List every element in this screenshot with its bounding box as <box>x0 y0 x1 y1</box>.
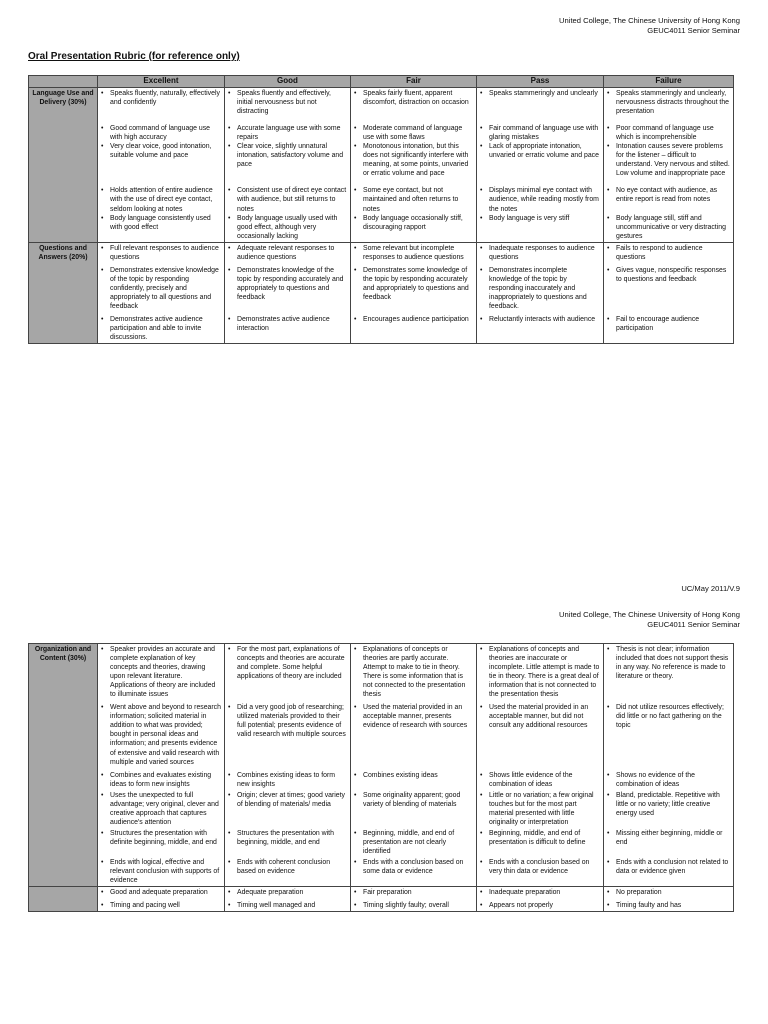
descriptor-item: • Some eye contact, but not maintained and often returns to notes <box>354 186 473 213</box>
descriptor-cell <box>98 644 225 887</box>
descriptor-cell <box>477 644 604 887</box>
descriptor-item: • Demonstrates knowledge of the topic by responding accurately and appropriately to questions and feedback <box>228 266 347 302</box>
descriptor-item: • Missing either beginning, middle or end <box>607 829 730 847</box>
descriptor-item: • Clear voice, slightly unnatural intonation, satisfactory volume and pace <box>228 142 347 169</box>
descriptor-item: • Adequate relevant responses to audience questions <box>228 244 347 262</box>
column-header: Failure <box>604 76 734 88</box>
descriptor-item: • Demonstrates some knowledge of the topic by responding accurately and appropriately to questions and feedback <box>354 266 473 302</box>
descriptor-item: • Speaks fluently, naturally, effectively and confidently <box>101 89 221 107</box>
descriptor-item: • Displays minimal eye contact with audience, while reading mostly from the notes <box>480 186 600 213</box>
descriptor-list <box>101 645 221 885</box>
page-header <box>559 16 740 36</box>
descriptor-cell <box>604 242 734 343</box>
descriptor-list <box>228 645 347 876</box>
descriptor-list <box>354 645 473 876</box>
descriptor-item: • Good command of language use with high accuracy <box>101 124 221 142</box>
descriptor-item: • Body language occasionally stiff, discouraging rapport <box>354 214 473 232</box>
descriptor-item: • Demonstrates extensive knowledge of the topic by responding confidently, precisely and appropriately to all questions and feedback <box>101 266 221 311</box>
rubric-row <box>29 88 734 243</box>
descriptor-item: • Ends with a conclusion based on very thin data or evidence <box>480 858 600 876</box>
version-footer: UC/May 2011/V.9 <box>681 584 740 593</box>
descriptor-item: • Explanations of concepts or theories are partly accurate. Attempt to make to tie in theory. There is some information that is not connected to the presentation thesis <box>354 645 473 699</box>
descriptor-item: • Ends with coherent conclusion based on evidence <box>228 858 347 876</box>
descriptor-item: • Combines and evaluates existing ideas to form new insights <box>101 771 221 789</box>
column-header: Fair <box>351 76 477 88</box>
descriptor-cell <box>98 88 225 243</box>
header-institution: United College, The Chinese University of Hong Kong <box>559 16 740 25</box>
descriptor-item: • Speaks fairly fluent, apparent discomfort, distraction on occasion <box>354 89 473 107</box>
descriptor-cell <box>477 887 604 912</box>
descriptor-item: • Speaks fluently and effectively, initial nervousness but not distracting <box>228 89 347 116</box>
descriptor-item: • Used the material provided in an acceptable manner, but did not consult any additional resources <box>480 703 600 730</box>
descriptor-item: • Moderate command of language use with some flaws <box>354 124 473 142</box>
descriptor-item: • Holds attention of entire audience with the use of direct eye contact, seldom looking at notes <box>101 186 221 213</box>
descriptor-item: • Fair preparation <box>354 888 473 897</box>
criterion-cell <box>29 887 98 912</box>
descriptor-item: • Structures the presentation with definite beginning, middle, and end <box>101 829 221 847</box>
descriptor-item: • Demonstrates active audience participation and able to invite discussions. <box>101 315 221 342</box>
descriptor-list <box>607 645 730 876</box>
descriptor-item: • For the most part, explanations of concepts and theories are accurate and complete. Some helpful applications of theory are included <box>228 645 347 681</box>
descriptor-list <box>480 645 600 876</box>
column-header: Excellent <box>98 76 225 88</box>
descriptor-cell <box>351 242 477 343</box>
descriptor-item: • Fair command of language use with glaring mistakes <box>480 124 600 142</box>
descriptor-item: • Origin; clever at times; good variety of blending of materials/ media <box>228 791 347 809</box>
descriptor-list <box>354 888 473 910</box>
descriptor-list <box>607 888 730 910</box>
criterion-cell: Questions and Answers (20%) <box>29 242 98 343</box>
descriptor-cell <box>225 644 351 887</box>
descriptor-list <box>228 89 347 241</box>
descriptor-item: • Combines existing ideas to form new insights <box>228 771 347 789</box>
descriptor-item: • No eye contact with audience, as entire report is read from notes <box>607 186 730 204</box>
descriptor-item: • Ends with a conclusion based on some data or evidence <box>354 858 473 876</box>
descriptor-item: • Appears not properly <box>480 901 600 910</box>
descriptor-item: • Did not utilize resources effectively; did little or no fact gathering on the topic <box>607 703 730 730</box>
descriptor-cell <box>477 242 604 343</box>
descriptor-item: • Fail to encourage audience participation <box>607 315 730 333</box>
descriptor-item: • Structures the presentation with beginning, middle, and end <box>228 829 347 847</box>
descriptor-cell <box>98 887 225 912</box>
descriptor-item: • Beginning, middle, and end of presentation are not clearly identified <box>354 829 473 856</box>
descriptor-item: • Demonstrates active audience interaction <box>228 315 347 333</box>
descriptor-item: • Little or no variation; a few original touches but for the most part material presented with little originality or interpretation <box>480 791 600 827</box>
descriptor-item: • Speaks stammeringly and unclearly, nervousness distracts throughout the presentation <box>607 89 730 116</box>
descriptor-cell <box>351 88 477 243</box>
descriptor-cell <box>225 242 351 343</box>
descriptor-list <box>228 244 347 333</box>
descriptor-cell <box>351 887 477 912</box>
column-header: Good <box>225 76 351 88</box>
header-institution: United College, The Chinese University of Hong Kong <box>559 610 740 619</box>
descriptor-list <box>480 244 600 324</box>
descriptor-list <box>354 89 473 232</box>
descriptor-item: • Body language is very stiff <box>480 214 600 223</box>
descriptor-item: • Beginning, middle, and end of presentation is difficult to define <box>480 829 600 847</box>
descriptor-item: • Timing faulty and has <box>607 901 730 910</box>
header-course: GEUC4011 Senior Seminar <box>647 620 740 629</box>
descriptor-list <box>228 888 347 910</box>
descriptor-list <box>101 244 221 342</box>
descriptor-cell <box>604 88 734 243</box>
descriptor-item: • Monotonous intonation, but this does not significantly interfere with meaning, at some points, unvaried or erratic volume and pace <box>354 142 473 178</box>
descriptor-item: • Adequate preparation <box>228 888 347 897</box>
descriptor-item: • Speaker provides an accurate and complete explanation of key concepts and theories, drawing upon relevant literature. Applications of theory are included to illuminate issues <box>101 645 221 699</box>
document-title: Oral Presentation Rubric (for reference only) <box>28 51 240 62</box>
descriptor-item: • Reluctantly interacts with audience <box>480 315 600 324</box>
descriptor-item: • Bland, predictable. Repetitive with little or no variety; little creative energy used <box>607 791 730 818</box>
descriptor-item: • Timing well managed and <box>228 901 347 910</box>
descriptor-item: • Very clear voice, good intonation, suitable volume and pace <box>101 142 221 160</box>
descriptor-item: • Fails to respond to audience questions <box>607 244 730 262</box>
descriptor-item: • Timing slightly faulty; overall <box>354 901 473 910</box>
descriptor-item: • Consistent use of direct eye contact with audience, but still returns to notes <box>228 186 347 213</box>
descriptor-item: • Ends with logical, effective and relevant conclusion with supports of evidence <box>101 858 221 885</box>
criterion-cell: Organization and Content (30%) <box>29 644 98 887</box>
descriptor-item: • Good and adequate preparation <box>101 888 221 897</box>
descriptor-item: • Inadequate preparation <box>480 888 600 897</box>
descriptor-list <box>607 244 730 333</box>
descriptor-item: • Went above and beyond to research information; solicited material in addition to what was provided; bought in personal ideas and information; and presents evidence of extensive and valid research with multiple and varied sources <box>101 703 221 766</box>
column-header: Pass <box>477 76 604 88</box>
descriptor-item: • Did a very good job of researching; utilized materials provided to their full potential; presents evidence of valid research with multiple sources <box>228 703 347 739</box>
header-course: GEUC4011 Senior Seminar <box>647 26 740 35</box>
descriptor-item: • Ends with a conclusion not related to data or evidence given <box>607 858 730 876</box>
rubric-header-row <box>29 76 734 88</box>
descriptor-item: • Used the material provided in an acceptable manner, presents evidence of research with sources <box>354 703 473 730</box>
descriptor-cell <box>351 644 477 887</box>
descriptor-list <box>101 89 221 232</box>
rubric-table-page-2 <box>28 643 734 912</box>
descriptor-item: • Full relevant responses to audience questions <box>101 244 221 262</box>
rubric-row <box>29 242 734 343</box>
descriptor-item: • Demonstrates incomplete knowledge of the topic by responding inaccurately and inappropriately to questions and feedback. <box>480 266 600 311</box>
descriptor-cell <box>604 887 734 912</box>
descriptor-list <box>101 888 221 910</box>
descriptor-cell <box>477 88 604 243</box>
descriptor-list <box>480 888 600 910</box>
rubric-table-page-1 <box>28 75 734 344</box>
descriptor-item: • Accurate language use with some repairs <box>228 124 347 142</box>
descriptor-cell <box>604 644 734 887</box>
descriptor-item: • Inadequate responses to audience questions <box>480 244 600 262</box>
criterion-cell: Language Use and Delivery (30%) <box>29 88 98 243</box>
descriptor-item: • Encourages audience participation <box>354 315 473 324</box>
descriptor-cell <box>225 88 351 243</box>
descriptor-item: • Poor command of language use which is incomprehensible <box>607 124 730 142</box>
rubric-row <box>29 644 734 887</box>
corner-cell <box>29 76 98 88</box>
descriptor-item: • Shows little evidence of the combination of ideas <box>480 771 600 789</box>
descriptor-list <box>354 244 473 324</box>
descriptor-item: • Speaks stammeringly and unclearly <box>480 89 600 98</box>
descriptor-item: • Combines existing ideas <box>354 771 473 780</box>
descriptor-item: • Timing and pacing well <box>101 901 221 910</box>
descriptor-item: • Explanations of concepts and theories are inaccurate or incomplete. Little attempt is made to tie in theory. There is a great deal of information that is not connected to the presentation thesis <box>480 645 600 699</box>
descriptor-item: • Uses the unexpected to full advantage; very original, clever and creative approach that captures audience's attention <box>101 791 221 827</box>
descriptor-item: • No preparation <box>607 888 730 897</box>
descriptor-cell <box>225 887 351 912</box>
page-header-2 <box>559 610 740 630</box>
descriptor-list <box>607 89 730 241</box>
descriptor-item: • Lack of appropriate intonation, unvaried or erratic volume and pace <box>480 142 600 160</box>
rubric-row <box>29 887 734 912</box>
descriptor-item: • Body language usually used with good effect, although very occasionally lacking <box>228 214 347 241</box>
descriptor-item: • Intonation causes severe problems for the listener – difficult to understand. Very nervous and stilted. Low volume and inappropriate pace <box>607 142 730 178</box>
descriptor-item: • Shows no evidence of the combination of ideas <box>607 771 730 789</box>
descriptor-item: • Thesis is not clear; information included that does not support thesis in any way. No reference is made to literature or theory. <box>607 645 730 681</box>
descriptor-item: • Some originality apparent; good variety of blending of materials <box>354 791 473 809</box>
descriptor-item: • Some relevant but incomplete responses to audience questions <box>354 244 473 262</box>
descriptor-item: • Body language still, stiff and uncommunicative or very distracting gestures <box>607 214 730 241</box>
descriptor-cell <box>98 242 225 343</box>
descriptor-list <box>480 89 600 223</box>
descriptor-item: • Body language consistently used with good effect <box>101 214 221 232</box>
descriptor-item: • Gives vague, nonspecific responses to questions and feedback <box>607 266 730 284</box>
